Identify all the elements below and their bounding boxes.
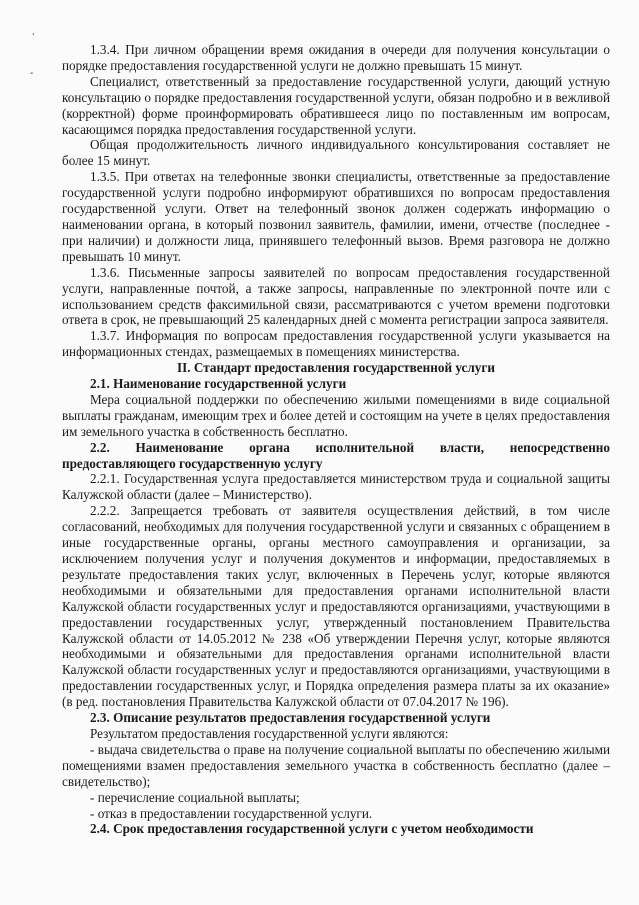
paragraph-consult-duration: Общая продолжительность личного индивидуального консультирования составляет не более 15 минут. [62,137,610,169]
paragraph-2-1: Мера социальной поддержки по обеспечению жилыми помещениями в виде социальной выплаты гражданам, имеющим трех и более детей и состоящим на учете в целях предоставления им земельного участка в собственность бесплатно. [62,391,610,439]
section-title: II. Стандарт предоставления государственной услуги [177,360,495,376]
heading-2-3: 2.3. Описание результатов предоставления государственной услуги [90,710,491,726]
list-item: - перечисление социальной выплаты; [90,789,300,805]
paragraph-1-3-5: 1.3.5. При ответах на телефонные звонки специалисты, ответственные за предоставление государственной услуги подробно информируют обратившихся по вопросам предоставления государственной услуги. Ответ на телефонный звонок должен содержать информацию о наименовании органа, в который позвонил заявитель, фамилии, имени, отчестве (последнее - при наличии) и должности лица, принявшего телефонный вызов. Время разговора не должно превышать 10 минут. [62,169,610,264]
heading-2-4: 2.4. Срок предоставления государственной услуги с учетом необходимости [90,821,534,837]
paragraph-2-3-intro: Результатом предоставления государственной услуги являются: [90,725,449,741]
margin-mark: - [30,68,34,79]
paragraph-specialist: Специалист, ответственный за предоставление государственной услуги, дающий устную консультацию о порядке предоставления государственной услуги, обязан подробно и в вежливой (корректной) форме проинформировать обратившееся лицо по поставленным им вопросам, касающимся порядка предоставления государственной услуги. [62,73,610,137]
paragraph-2-2-2: 2.2.2. Запрещается требовать от заявителя осуществления действий, в том числе согласований, необходимых для получения государственной услуги и связанных с обращением в иные государственные органы, органы местного самоуправления и организации, за исключением получения услуг и получения документов и информации, предоставляемых в результате предоставления таких услуг, включенных в Перечень услуг, которые являются необходимыми и обязательными для предоставления органами исполнительной власти Калужской области государственных услуг и предоставляются организациями, участвующими в предоставлении государственных услуг, утвержденный постановлением Правительства Калужской области от 14.05.2012 № 238 «Об утверждении Перечня услуг, которые являются необходимыми и обязательными для предоставления органами исполнительной власти Калужской области государственных услуг и предоставляются организациями, участвующими в предоставлении государственных услуг, и Порядка определения размера платы за их оказание» (в ред. постановления Правительства Калужской области от 07.04.2017 № 196). [62,503,610,710]
heading-2-1: 2.1. Наименование государственной услуги [90,376,347,392]
paragraph-2-2-1: 2.2.1. Государственная услуга предоставляется министерством труда и социальной защиты Калужской области (далее – Министерство). [62,471,610,503]
list-item: - отказ в предоставлении государственной услуги. [90,805,373,821]
paragraph-1-3-4: 1.3.4. При личном обращении время ожидания в очереди для получения консультации о порядке предоставления государственной услуги не должно превышать 15 минут. [62,42,610,73]
heading-2-2: 2.2. Наименование органа исполнительной власти, непосредственно предоставляющего государственную услугу [62,439,610,471]
paragraph-1-3-6: 1.3.6. Письменные запросы заявителей по вопросам предоставления государственной услуги, направленные почтой, а также запросы, направленные по электронной почте или с использованием средств факсимильной связи, рассматриваются с учетом времени подготовки ответа в срок, не превышающий 25 календарных дней с момента регистрации запроса заявителя. [62,264,610,328]
margin-mark: , [32,26,35,36]
document-body [62,42,610,837]
paragraph-1-3-7: 1.3.7. Информация по вопросам предоставления государственной услуги указывается на информационных стендах, размещаемых в помещениях министерства. [62,328,610,360]
list-item: - выдача свидетельства о праве на получение социальной выплаты по обеспечению жилыми помещениями взамен предоставления земельного участка в собственность бесплатно (далее – свидетельство); [62,741,610,789]
